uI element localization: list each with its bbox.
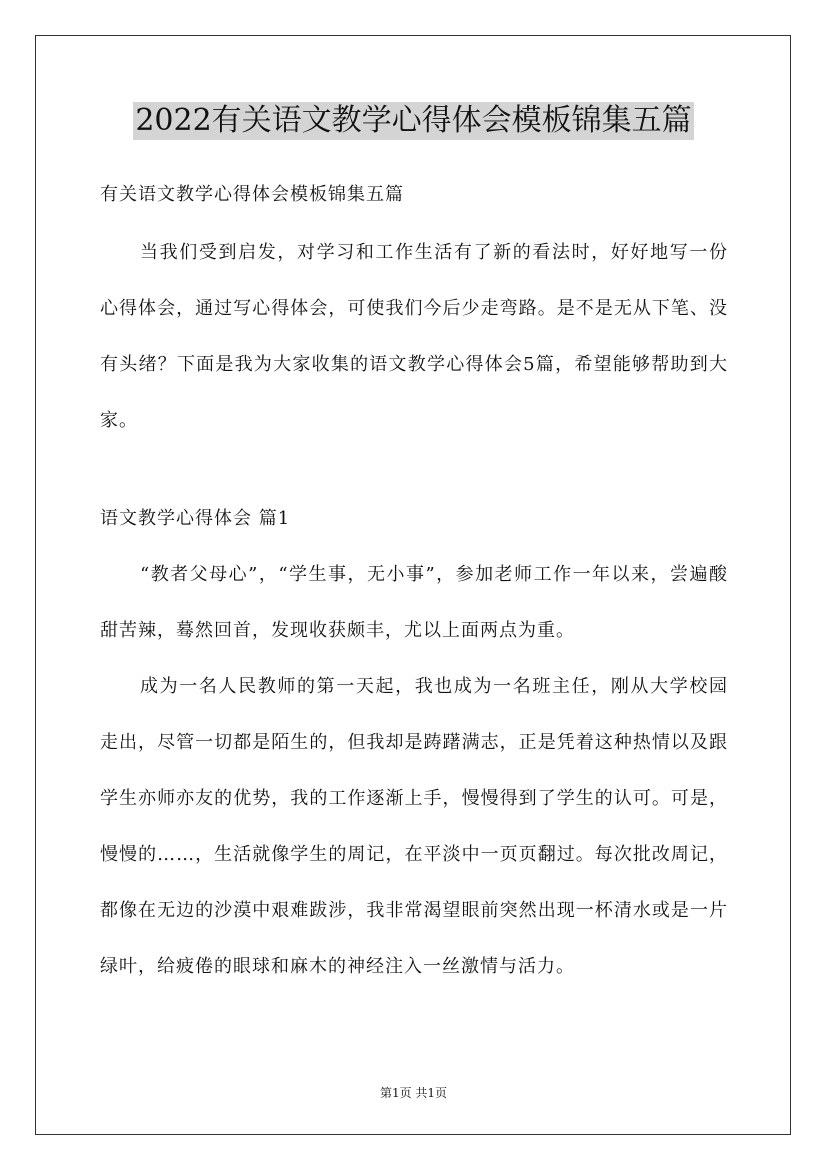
intro-paragraph: 当我们受到启发，对学习和工作生活有了新的看法时，好好地写一份心得体会，通过写心得体会，可使我们今后少走弯路。是不是无从下笔、没有头绪？下面是我为大家收集的语文教学心得体会5篇，希望能够帮助到大家。 — [100, 242, 728, 431]
page-footer: 第1页 共1页 — [379, 1086, 448, 1100]
document-title: 2022有关语文教学心得体会模板锦集五篇 — [135, 103, 692, 138]
title-container — [0, 102, 827, 140]
body-paragraph-1: “教者父母心”，“学生事，无小事”，参加老师工作一年以来，尝遍酸甜苦辣，蓦然回首，发现收获颇丰，尤以上面两点为重。 — [100, 564, 728, 641]
section-heading: 语文教学心得体会 篇1 — [100, 508, 291, 529]
document-body — [100, 176, 728, 995]
body-paragraph-2: 成为一名人民教师的第一天起，我也成为一名班主任，刚从大学校园走出，尽管一切都是陌生的，但我却是踌躇满志，正是凭着这种热情以及跟学生亦师亦友的优势，我的工作逐渐上手，慢慢得到了学生的认可。可是，慢慢的……，生活就像学生的周记，在平淡中一页页翻过。每次批改周记，都像在无边的沙漠中艰难跋涉，我非常渴望眼前突然出现一杯清水或是一片绿叶，给疲倦的眼球和麻木的神经注入一丝激情与活力。 — [100, 676, 728, 977]
document-subtitle: 有关语文教学心得体会模板锦集五篇 — [100, 184, 404, 205]
